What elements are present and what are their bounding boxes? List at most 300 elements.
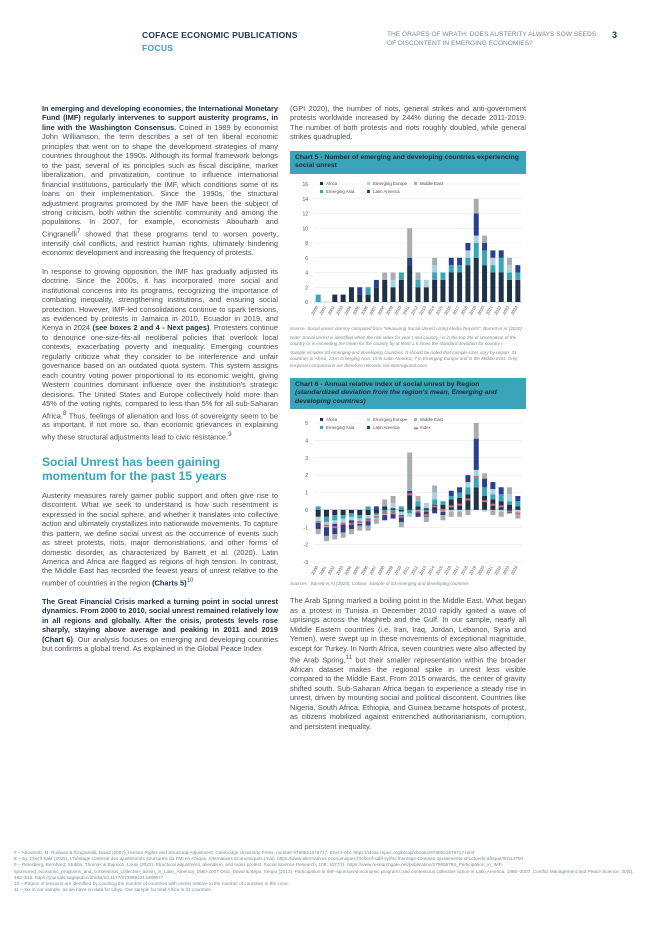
x-tick-label: 2018: [459, 565, 469, 576]
bar-segment: [465, 265, 470, 302]
bar-segment: [407, 510, 412, 513]
legend-swatch: [414, 428, 418, 430]
bar-segment: [457, 257, 462, 264]
header-section: FOCUS: [142, 43, 174, 53]
bar-segment: [416, 496, 421, 501]
index-marker: [449, 505, 454, 507]
header-publication: COFACE ECONOMIC PUBLICATIONS: [142, 30, 298, 40]
bar-segment: [357, 526, 362, 531]
x-tick-label: 2010: [393, 565, 403, 576]
bar-segment: [432, 510, 437, 513]
x-tick-label: 2000: [310, 565, 320, 576]
y-tick-label: 1: [305, 490, 308, 497]
x-tick-label: 2001: [318, 565, 328, 576]
legend-swatch: [367, 182, 370, 185]
bar-segment: [349, 513, 354, 516]
bar-segment: [432, 493, 437, 500]
x-tick-label: 2016: [443, 304, 453, 316]
chart5-note: Note: Social unrest is identified when the risk index for year t and country i is in the top 2% of observation of the country or is exceeding the mean for the country by at least 1.5 times the standard deviation for country i.: [290, 334, 517, 347]
footnote-ref: 11: [345, 653, 353, 661]
bar-segment: [357, 294, 362, 301]
bar-segment: [424, 508, 429, 510]
bar-segment: [391, 496, 396, 503]
x-tick-label: 2012: [409, 304, 419, 316]
bar-segment: [507, 257, 512, 264]
bar-segment: [474, 198, 479, 213]
bar-segment: [382, 500, 387, 507]
bar-segment: [499, 494, 504, 501]
y-tick-label: 16: [302, 181, 308, 188]
bar-segment: [391, 287, 396, 302]
paragraph-financial-crisis: [42, 597, 278, 654]
bar-segment: [374, 519, 379, 524]
bar-segment: [432, 280, 437, 302]
x-tick-label: 2014: [426, 565, 436, 576]
bar-segment: [449, 500, 454, 510]
bar-segment: [457, 512, 462, 517]
header-title: THE GRAPES OF WRATH: DOES AUSTERITY ALWAYS SOW SEEDS OF DISCONTENT IN EMERGING ECONOMIES?: [387, 31, 597, 48]
bar-segment: [490, 250, 495, 257]
x-tick-label: 2006: [359, 565, 369, 576]
bar-segment: [399, 272, 404, 279]
bar-segment: [482, 235, 487, 242]
bar-segment: [490, 510, 495, 515]
bar-segment: [316, 294, 321, 301]
bar-segment: [332, 515, 337, 520]
paragraph-text: but their smaller representation within the broader African dataset makes the regional spike in unrest less visible compared to the Middle East. From 2015 onwards, the center of gravity shifted south. Sub-Saharan Africa began to experience a steady rise in unrest, driven by mounting social and political discontent. Countries like Nigeria, South Africa, Ethiopia, and Guinea became hotspots of protest, as citizens mobilized against entrenched authoritarianism, corruption, and persistent inequality.: [290, 655, 526, 731]
legend-label: Latin America: [373, 188, 400, 194]
bar-segment: [316, 510, 321, 517]
x-tick-label: 2011: [401, 304, 411, 315]
paragraph-austerity: [42, 491, 278, 588]
legend-label: Middle East: [420, 180, 443, 186]
x-tick-label: 2023: [501, 565, 511, 576]
bar-segment: [515, 506, 520, 509]
index-marker: [499, 505, 504, 507]
x-tick-label: 2022: [493, 565, 503, 576]
bar-segment: [357, 524, 362, 526]
bar-segment: [482, 487, 487, 496]
bar-segment: [449, 272, 454, 302]
x-tick-label: 2002: [326, 565, 336, 576]
bar-segment: [341, 533, 346, 538]
bar-segment: [490, 482, 495, 489]
y-tick-label: 0: [305, 507, 308, 514]
y-tick-label: 3: [305, 455, 308, 462]
bar-segment: [465, 487, 470, 494]
legend-label: Emerging Asia: [326, 188, 355, 194]
x-tick-label: 2013: [418, 304, 428, 316]
bar-segment: [440, 512, 445, 515]
chart5-source: Source: Social unrest dummy computed from "Measuring Social Unrest Using Media Reports", Barrett et Al (2020): [290, 325, 522, 331]
paragraph-bold-ref: (see boxes 2 and 4 - Next pages): [92, 323, 210, 333]
bar-segment: [366, 515, 371, 518]
bar-segment: [366, 287, 371, 294]
bar-segment: [416, 272, 421, 279]
bar-segment: [482, 265, 487, 302]
bar-segment: [391, 508, 396, 510]
chart6-title-text: Chart 6 - Annual relative index of social unrest by Region: [295, 380, 480, 388]
bar-segment: [465, 510, 470, 515]
index-marker: [440, 509, 445, 511]
bar-segment: [416, 501, 421, 506]
bar-segment: [474, 235, 479, 242]
bar-segment: [399, 512, 404, 515]
bar-segment: [474, 470, 479, 477]
bar-segment: [407, 453, 412, 491]
bar-segment: [507, 280, 512, 302]
bar-segment: [499, 487, 504, 494]
legend-label: Emerging Asia: [326, 425, 355, 431]
x-tick-label: 2009: [384, 304, 394, 316]
bar-segment: [332, 524, 337, 534]
index-marker: [357, 521, 362, 523]
bar-segment: [424, 280, 429, 287]
bar-segment: [324, 536, 329, 541]
legend-label: Index: [420, 425, 431, 431]
paragraph-bold-ref: (Charts 5): [152, 578, 187, 588]
bar-segment: [507, 265, 512, 272]
paragraph-arab-spring: [290, 596, 526, 731]
bar-segment: [407, 257, 412, 264]
bar-segment: [424, 287, 429, 302]
section-title: Social Unrest has been gaining momentum for the past 15 years: [42, 454, 227, 483]
bar-segment: [382, 280, 387, 302]
bar-segment: [440, 515, 445, 520]
paragraph-text: . Protesters continue to denounce one-size-fits-all neoliberal policies that overlook local contexts, exacerbating poverty and inequality. Emerging countries regularly criticize what they consider to be interference and unfair governance based on an outdated quota system. This system assigns each country voting power proportional to its economic weight, giving Western countries dominant influence over the institution's strategic decisions. The United States and Europe collectively hold more than 45% of the voting rights, compared to less than 5% for all sub-Saharan Africa.: [42, 323, 279, 420]
x-tick-label: 2013: [418, 565, 428, 576]
index-marker: [457, 504, 462, 506]
y-tick-label: 8: [305, 240, 308, 247]
bar-segment: [357, 515, 362, 518]
bar-segment: [374, 510, 379, 513]
footnotes: [14, 850, 644, 893]
x-tick-label: 2008: [376, 565, 386, 576]
chart5: [290, 176, 526, 324]
bar-segment: [507, 272, 512, 279]
bar-segment: [490, 494, 495, 499]
bar-segment: [366, 506, 371, 509]
bar-segment: [482, 250, 487, 265]
chart6-subtitle: (standardized deviation from the region's mean, Emerging and developing countries): [295, 389, 497, 405]
bar-segment: [515, 501, 520, 506]
bar-segment: [490, 272, 495, 302]
x-tick-label: 2019: [468, 304, 478, 316]
x-tick-label: 2002: [326, 304, 336, 316]
paragraph-text: Thus, feelings of alienation and loss of sovereignty seem to be as important, if not more so, than economic grievances in explaining why these structural adjustments lead to civic resistance.: [42, 410, 278, 442]
index-marker: [515, 512, 520, 514]
bar-segment: [366, 294, 371, 301]
index-marker: [391, 512, 396, 514]
bar-segment: [465, 494, 470, 510]
x-tick-label: 2005: [351, 565, 361, 576]
bar-segment: [507, 501, 512, 504]
bar-segment: [449, 510, 454, 512]
index-marker: [366, 519, 371, 521]
bar-segment: [332, 534, 337, 539]
x-tick-label: 2010: [393, 304, 403, 316]
chart6-title: [290, 378, 526, 409]
x-tick-label: 2001: [318, 304, 328, 316]
x-tick-label: 2020: [476, 304, 486, 316]
chart6: [290, 411, 526, 579]
bar-segment: [416, 287, 421, 302]
index-marker: [374, 516, 379, 518]
bar-segment: [482, 479, 487, 488]
bar-segment: [465, 475, 470, 482]
bar-segment: [449, 265, 454, 272]
bar-segment: [366, 526, 371, 531]
x-tick-label: 2022: [493, 304, 503, 316]
bar-segment: [457, 487, 462, 492]
bar-segment: [515, 272, 520, 279]
x-tick-label: 2007: [368, 304, 378, 316]
bar-segment: [457, 510, 462, 512]
bar-segment: [316, 529, 321, 534]
chart5-note-sample: Sample includes 83 emerging and developing countries. It should be noted that sample sizes vary by region: 31 countries in Africa, 23 in Emerging Asia, 15 in Latin America, 7 in Emerging Europe and in the Middle East. Only temporal comparisons are therefore relevant, not interregional ones.: [290, 350, 518, 368]
index-marker: [482, 500, 487, 502]
bar-segment: [349, 287, 354, 302]
bar-segment: [416, 280, 421, 287]
index-marker: [432, 505, 437, 507]
x-tick-label: 2016: [443, 565, 453, 576]
paragraph-text: The Arab Spring marked a boiling point in the Middle East. What began as a protest in Tunisia in December 2010 rapidly ignited a wave of uprisings across the Maghreb and the Gulf. In our sample, nearly all Middle Eastern countries (i.e. Iran, Iraq, Jordan, Lebanon, Syria and Yemen), were swept up in these movements of exceptional magnitude, except for Turkey. In North Africa, seven countries were also affected by the Arab Spring,: [290, 596, 526, 665]
bar-segment: [457, 272, 462, 302]
index-marker: [474, 476, 479, 478]
bar-segment: [440, 272, 445, 279]
index-marker: [399, 516, 404, 518]
bar-segment: [457, 493, 462, 498]
bar-segment: [399, 506, 404, 509]
bar-segment: [474, 487, 479, 510]
bar-segment: [391, 503, 396, 508]
index-marker: [465, 499, 470, 501]
paragraph-text: . Our analysis focuses on emerging and developing countries but confirms a global trend. As explained in the Global Peace Index: [42, 634, 278, 654]
paragraph-text: Coined in 1989 by economist John Williamson, the term describes a set of ten liberal economic principles that went on to shape the development strategies of many countries throughout the 1990s. Although its formal framework belongs to the past, several of its principles such as fiscal discipline, market liberalization, and privatization, continue to influence international financial institutions, particularly the IMF, which conditions some of its loans on their implementation. Since the 1990s, the structural adjustment programs promoted by the IMF have been the subject of strong criticism, both within the scientific community and among the populations. In 2007, for example, economists Abouharb and Cingranelli: [42, 122, 278, 239]
bar-segment: [341, 510, 346, 515]
x-tick-label: 2023: [501, 304, 511, 316]
x-tick-label: 2018: [459, 304, 469, 316]
left-column: [42, 104, 278, 654]
y-tick-label: 0: [305, 299, 308, 306]
bar-segment: [416, 506, 421, 509]
bar-segment: [482, 510, 487, 512]
index-marker: [316, 521, 321, 523]
bar-segment: [424, 517, 429, 522]
bar-segment: [324, 527, 329, 536]
bar-segment: [324, 517, 329, 522]
x-tick-label: 2020: [476, 565, 486, 576]
x-tick-label: 2024: [509, 304, 519, 316]
legend-swatch: [414, 418, 417, 421]
bar-segment: [382, 515, 387, 520]
index-marker: [507, 511, 512, 513]
footnote: 10 – Region of tensions are identified by counting the number of countries with unrest relative to the number of countries in the zone.: [14, 881, 289, 887]
x-tick-label: 2019: [468, 565, 478, 576]
bar-segment: [399, 510, 404, 512]
legend-swatch: [367, 426, 370, 429]
bar-segment: [341, 515, 346, 518]
bar-segment: [332, 510, 337, 515]
bar-segment: [357, 510, 362, 515]
legend-swatch: [367, 190, 370, 193]
index-marker: [349, 523, 354, 525]
x-tick-label: 2021: [484, 304, 494, 316]
bar-segment: [374, 513, 379, 515]
paragraph-text: In response to growing opposition, the IMF has gradually adjusted its doctrine. Since the 2000s, it has incorporated more social and institutional concerns into its programs, recognizing the importance of combating inequality, strengthening institutions, and ensuring social protection. However, IMF-led consolidations continue to spark tensions, as evidenced by protests in Jamaica in 2010, Ecuador in 2019, and Kenya in 2024: [42, 266, 278, 333]
bar-segment: [407, 228, 412, 258]
bar-segment: [341, 294, 346, 301]
bar-segment: [374, 280, 379, 287]
bar-segment: [482, 473, 487, 478]
x-tick-label: 2003: [334, 304, 344, 316]
x-tick-label: 2003: [334, 565, 344, 576]
bar-segment: [474, 213, 479, 235]
x-tick-label: 2007: [368, 565, 378, 576]
x-tick-label: 2006: [359, 304, 369, 316]
legend-label: Latin America: [373, 425, 400, 431]
bar-segment: [424, 503, 429, 508]
x-tick-label: 2008: [376, 304, 386, 316]
bar-segment: [507, 505, 512, 510]
x-tick-label: 2024: [509, 565, 519, 576]
bar-segment: [407, 513, 412, 516]
x-tick-label: 2011: [401, 565, 411, 576]
bar-segment: [465, 250, 470, 257]
bar-segment: [449, 491, 454, 496]
bar-segment: [449, 512, 454, 517]
bar-segment: [407, 496, 412, 510]
y-tick-label: 14: [302, 196, 308, 203]
footnote-ref: 8: [62, 409, 67, 417]
bar-segment: [465, 243, 470, 250]
bar-segment: [349, 517, 354, 520]
bar-segment: [499, 272, 504, 302]
y-tick-label: 2: [305, 473, 308, 480]
bar-segment: [499, 510, 504, 512]
x-tick-label: 2012: [409, 565, 419, 576]
index-marker: [416, 511, 421, 513]
page-number: 3: [612, 30, 618, 40]
bar-segment: [382, 272, 387, 279]
y-tick-label: 10: [302, 225, 308, 232]
bar-segment: [515, 496, 520, 501]
bar-segment: [374, 506, 379, 509]
index-marker: [407, 493, 412, 495]
y-tick-label: -2: [303, 542, 308, 549]
footnote: 7 – Abouharb, M. Rodwan & Cingranelli, David (2007), Human Rights and Structural Adjustment. Cambridge University Press. number 9780521676717, Enero-Abr. https://ideas.repec.org/b/cup/cbooks/9780521676717.html: [14, 850, 475, 855]
bar-segment: [465, 257, 470, 264]
bar-segment: [499, 257, 504, 272]
bar-segment: [432, 486, 437, 493]
bar-segment: [474, 243, 479, 258]
bar-segment: [474, 423, 479, 439]
legend-swatch: [320, 426, 323, 429]
bar-segment: [357, 287, 362, 294]
x-tick-label: 2015: [434, 565, 444, 576]
bar-segment: [515, 265, 520, 272]
x-tick-label: 2005: [351, 304, 361, 316]
bar-segment: [499, 250, 504, 257]
legend-swatch: [367, 418, 370, 421]
y-tick-label: -1: [303, 525, 308, 532]
bar-segment: [374, 287, 379, 302]
index-marker: [341, 523, 346, 525]
y-tick-label: 2: [305, 284, 308, 291]
bar-segment: [407, 265, 412, 302]
y-tick-label: -3: [303, 560, 308, 567]
bar-segment: [507, 487, 512, 494]
bar-segment: [349, 510, 354, 513]
y-tick-label: 5: [305, 421, 308, 428]
bar-segment: [457, 265, 462, 272]
bar-segment: [316, 506, 321, 509]
y-tick-label: 12: [302, 211, 308, 218]
bar-segment: [440, 501, 445, 504]
bar-segment: [341, 524, 346, 533]
legend-swatch: [320, 190, 323, 193]
index-marker: [424, 514, 429, 516]
bar-segment: [332, 520, 337, 523]
y-tick-label: 4: [305, 270, 308, 277]
bar-segment: [366, 510, 371, 515]
bar-segment: [391, 280, 396, 287]
paragraph-imf-intro: [42, 104, 278, 258]
footnote-ref: 7: [76, 227, 81, 235]
bar-segment: [499, 512, 504, 517]
bar-segment: [490, 257, 495, 264]
bar-segment: [324, 510, 329, 517]
bar-segment: [399, 522, 404, 527]
bar-segment: [490, 489, 495, 494]
index-marker: [382, 512, 387, 514]
paragraph-gpi: (GPI 2020), the number of riots, general strikes and anti-government protests worldwide increased by 244% during the decade 2011-2019. The number of both protests and riots roughly doubled, while general strikes quadrupled.: [290, 104, 526, 142]
bar-segment: [382, 506, 387, 509]
bar-segment: [507, 494, 512, 501]
bar-segment: [515, 280, 520, 302]
legend-label: Africa: [326, 417, 338, 423]
bar-segment: [465, 482, 470, 487]
x-tick-label: 2017: [451, 565, 461, 576]
paragraph-text: showed that these programs tend to worsen poverty, intensify civil conflicts, and restrict human rights, ultimately hindering economic development and increasing the frequency of protests.: [42, 229, 278, 258]
bar-segment: [482, 496, 487, 510]
chart5-title: Chart 5 - Number of emerging and developing countries experiencing social unrest: [290, 151, 526, 174]
bar-segment: [349, 529, 354, 534]
footnote-ref: 10: [186, 576, 194, 584]
legend-label: Middle East: [420, 417, 443, 423]
legend-label: Africa: [326, 180, 338, 186]
chart6-source: Sources : Barrett et Al (2020), Coface. Sample of 83 emerging and developing countries: [290, 581, 469, 587]
bar-segment: [391, 272, 396, 279]
footnote: 11 – Six in our sample, as we have no data for Libya. Our sample for total Africa is 31 countries.: [14, 887, 213, 893]
bar-segment: [432, 257, 437, 264]
y-tick-label: 6: [305, 255, 308, 262]
bar-segment: [474, 439, 479, 470]
x-tick-label: 2015: [434, 304, 444, 316]
bar-segment: [424, 510, 429, 512]
bar-segment: [440, 280, 445, 302]
legend-swatch: [320, 418, 323, 421]
footnote: 8 – Sy, Cherif Salif (2025), L'héritage contesté des ajustements structurels du FMI en Afrique. Alternatives Économiques (mai). https://www.alternatives-economiques.fr/cherif-salif-sy/fmi-lheritage-conteste-ajustements-structurels-afrique/00114700: [14, 856, 524, 862]
paragraph-opposition: [42, 267, 278, 442]
bar-segment: [432, 500, 437, 505]
footnote-ref: 9: [228, 430, 232, 438]
x-tick-label: 2014: [426, 304, 436, 316]
index-marker: [332, 526, 337, 528]
paragraph-bold-lead: In emerging and developing economies, the International Monetary Fund (IMF) regularly intervenes to support austerity programs, in line with the Washington Consensus.: [42, 104, 278, 132]
index-marker: [490, 504, 495, 506]
x-tick-label: 2004: [343, 565, 353, 576]
